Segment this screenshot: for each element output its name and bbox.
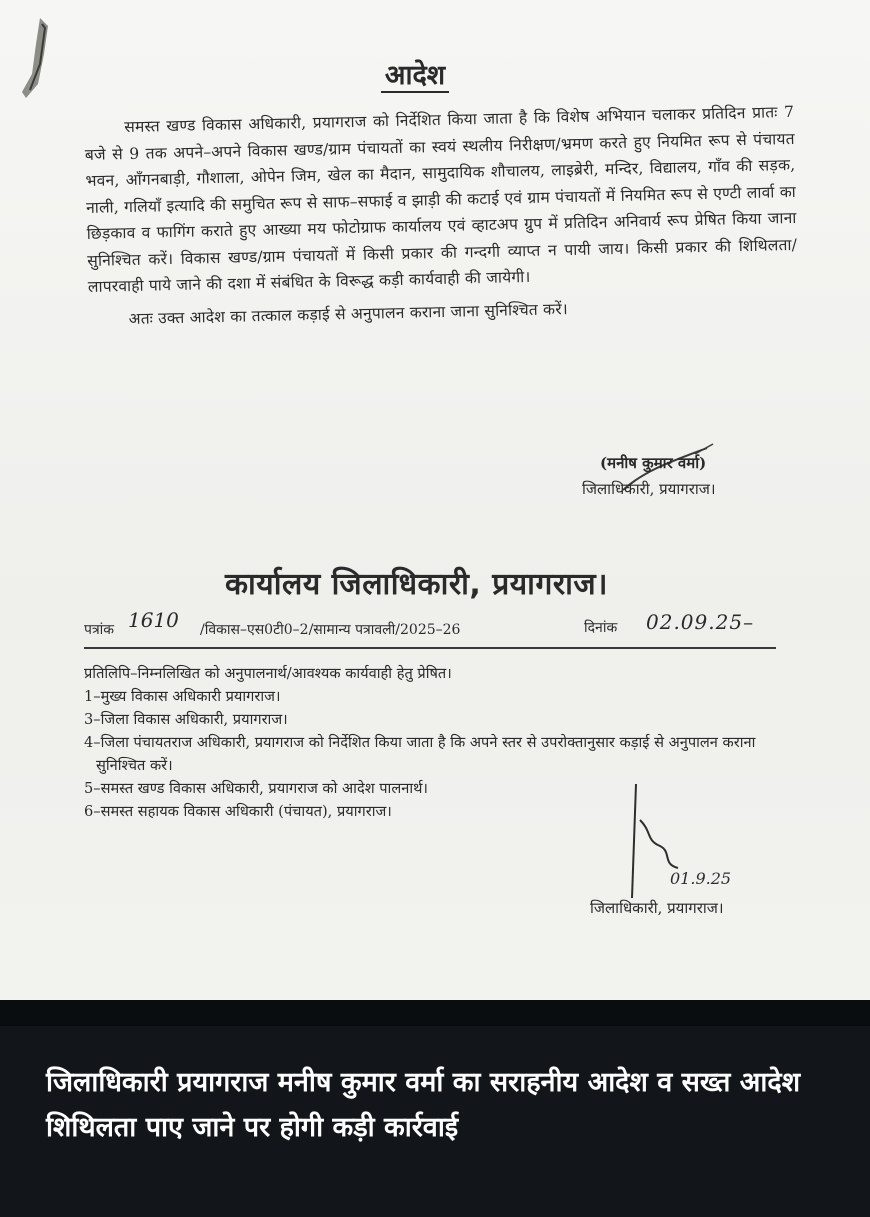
order-body [84,99,799,333]
list-item: 4–जिला पंचायतराज अधिकारी, प्रयागराज को निर्देशित किया जाता है कि अपने स्तर से उपरोक्तानुसार कड़ाई से अनुपालन कराना सुनिश्चित करें। [84,734,756,774]
list-item: 3–जिला विकास अधिकारी, प्रयागराज। [84,711,288,728]
banner-top-strip [0,1000,870,1026]
signatory-designation: जिलाधिकारी, प्रयागराज। [582,480,716,498]
document-title: आदेश [0,55,830,92]
order-closing-line: अतः उक्त आदेश का तत्काल कड़ाई से अनुपालन कराना जाना सुनिश्चित करें। [128,299,569,328]
signatory-name: (मनीष कुमार वर्मा) [600,454,707,472]
office-heading: कार्यालय जिलाधिकारी, प्रयागराज। [225,567,609,602]
list-item: 1–मुख्य विकास अधिकारी प्रयागराज। [84,688,281,705]
second-signature-icon [622,780,772,900]
divider [84,647,776,649]
signature-date: 01.9.25 [670,869,732,888]
reference-row [84,610,774,642]
copy-intro: प्रतिलिपि–निम्नलिखित को अनुपालनार्थ/आवश्यक कार्यवाही हेतु प्रेषित। [84,665,452,682]
list-item: 5–समस्त खण्ड विकास अधिकारी, प्रयागराज को आदेश पालनार्थ। [84,780,428,797]
date-label: दिनांक [584,620,618,636]
headline-text: जिलाधिकारी प्रयागराज मनीष कुमार वर्मा का सराहनीय आदेश व सख्त आदेश शिथिलता पाए जाने पर होगी कड़ी कार्रवाई [46,1067,801,1143]
ref-path: /विकास–एस0टी0–2/सामान्य पत्रावली/2025–26 [200,622,461,638]
order-paragraph: समस्त खण्ड विकास अधिकारी, प्रयागराज को निर्देशित किया जाता है कि विशेष अभियान चलाकर प्रतिदिन प्रातः 7 बजे से 9 तक अपने–अपने विकास खण्ड/ग्राम पंचायतों का स्वयं स्थलीय निरीक्षण/भ्रमण करते हुए नियमित रूप से पंचायत भवन, आँगनबाड़ी, गौशाला, ओपेन जिम, खेल का मैदान, सामुदायिक शौचालय, लाइब्रेरी, मन्दिर, विद्यालय, गाँव की सड़क, नाली, गलियाँ इत्यादि की समुचित रूप से साफ–सफाई व झाड़ी की कटाई एवं ग्राम पंचायतों में नियमित रूप से एण्टी लार्वा का छिड़काव व फागिंग कराते हुए आख्या मय फोटोग्राफ कार्यालय एवं व्हाटअप ग्रुप में प्रतिदिन अनिवार्य रूप प्रेषित किया जाना सुनिश्चित करें। विकास खण्ड/ग्राम पंचायतों में किसी प्रकार की गन्दगी व्याप्त न पायी जाय। किसी प्रकार की शिथिलता/लापरवाही पाये जाने की दशा में संबंधित के विरूद्ध कड़ी कार्यवाही की जायेगी। [84,102,798,296]
date-value: 02.09.25– [646,610,755,634]
signatory-block [582,450,842,502]
list-item: 6–समस्त सहायक विकास अधिकारी (पंचायत), प्रयागराज। [84,803,392,820]
ref-label: पत्रांक [84,622,115,638]
second-signatory-designation: जिलाधिकारी, प्रयागराज। [590,899,724,917]
ref-number: 1610 [128,608,179,632]
